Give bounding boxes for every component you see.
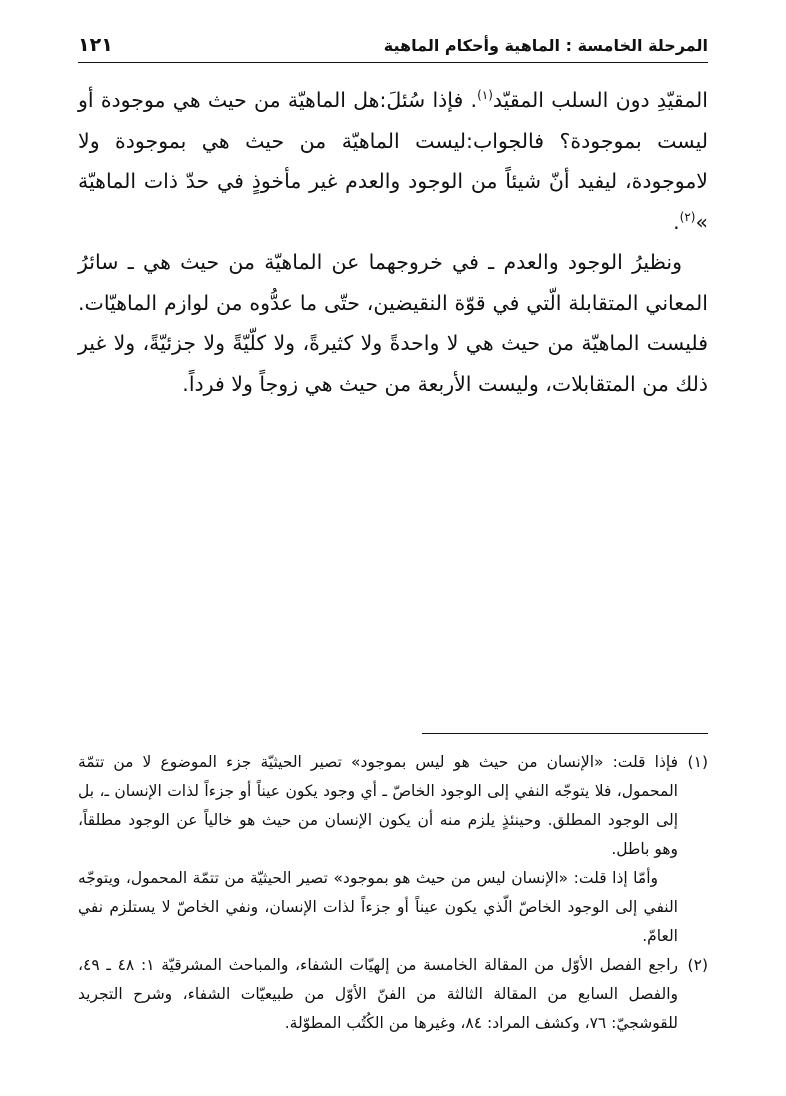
footnotes xyxy=(78,748,708,1038)
footnote-2-text xyxy=(78,951,678,1038)
body-paragraph-1 xyxy=(78,80,708,242)
footnote-1-text xyxy=(78,748,678,951)
footnote-1-marker: (١) xyxy=(687,753,708,771)
running-title: المرحلة الخامسة : الماهية وأحكام الماهية xyxy=(383,35,708,55)
paragraph-1-part-2: . فإذا سُئلَ:هل الماهيّة من حيث هي موجودة أو ليست بموجودة؟ فالجواب:ليست الماهيّة من حيث هي بموجودة ولا لاموجودة، ليفيد أنّ شيئاً من الوجود والعدم غير مأخوذٍ في حدّ ذات الماهيّة » xyxy=(78,88,708,234)
footnote-ref-1: (١) xyxy=(477,88,493,103)
page-number: ١٢١ xyxy=(78,34,113,56)
footnote-1 xyxy=(78,748,708,951)
body-paragraph-2: ونظيرُ الوجود والعدم ـ في خروجهما عن الماهيّة من حيث هي ـ سائرُ المعاني المتقابلة الّتي في قوّة النقيضين، حتّى ما عدُّوه من لوازم الماهيّات. فليست الماهيّة من حيث هي لا واحدةً ولا كثيرةً، ولا كلّيّةً ولا جزئيّةً، ولا غير ذلك من المتقابلات، وليست الأربعة من حيث هي زوجاً ولا فرداً. xyxy=(78,250,708,396)
paragraph-1-part-1: المقيّدِ دون السلب المقيّد xyxy=(492,88,708,112)
paragraph-1-end: . xyxy=(673,209,680,234)
footnote-2-marker: (٢) xyxy=(687,956,708,974)
main-text xyxy=(78,80,708,404)
footnote-separator xyxy=(422,733,708,734)
footnote-2 xyxy=(78,951,708,1038)
footnote-ref-2: (٢) xyxy=(679,209,696,224)
footnote-1-paragraph-2: وأمّا إذا قلت: «الإنسان ليس من حيث هو بموجود» تصير الحيثيّة من تتمّة المحمول، ويتوجّه النفي إلى الوجود الخاصّ الّذي يكون عيناً أو جزءاً لذات الإنسان، ونفي الخاصّ لا يستلزم نفي العامّ. xyxy=(78,869,678,945)
footnote-1-paragraph-1: فإذا قلت: «الإنسان من حيث هو ليس بموجود» تصير الحيثيّة جزء الموضوع لا من تتمّة المحمول، فلا يتوجّه النفي إلى الوجود الخاصّ ـ أي وجود يكون عيناً أو جزءاً لذات الإنسان ـ، بل إلى الوجود المطلق. وحينئذٍ يلزم منه أن يكون الإنسان من حيث هو خالياً عن الوجود مطلقاً، وهو باطل. xyxy=(78,753,678,858)
footnote-2-paragraph-1: راجع الفصل الأوّل من المقالة الخامسة من إلهيّات الشفاء، والمباحث المشرقيّة ١: ٤٨ ـ ٤٩، والفصل السابع من المقالة الثالثة من الفنّ الأوّل من طبيعيّات الشفاء، وشرح التجريد للقوشجيّ: ٧٦، وكشف المراد: ٨٤، وغيرها من الكُتُب المطوّلة. xyxy=(78,956,678,1032)
page-header xyxy=(78,28,708,63)
